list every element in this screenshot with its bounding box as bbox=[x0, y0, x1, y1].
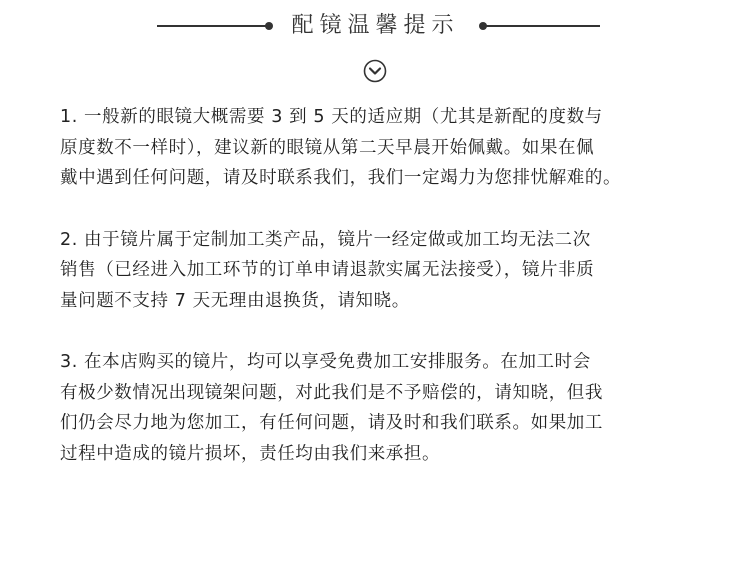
notes-list bbox=[60, 102, 740, 500]
header-divider-right bbox=[482, 25, 600, 27]
note-item: 3. 在本店购买的镜片，均可以享受免费加工安排服务。在加工时会 有极少数情况出现镜架问题，对此我们是不予赔偿的，请知晓，但我 们仍会尽力地为您加工，有任何问题，请及时和我们联系。如果加工 过程中造成的镜片损坏，责任均由我们来承担。 bbox=[60, 352, 603, 464]
chevron-down-circle-icon bbox=[363, 59, 387, 83]
page-title: 配镜温馨提示 bbox=[291, 13, 460, 38]
header-divider-left bbox=[157, 25, 267, 27]
header bbox=[0, 10, 750, 42]
note-item: 2. 由于镜片属于定制加工类产品，镜片一经定做或加工均无法二次 销售（已经进入加工环节的订单申请退款实属无法接受），镜片非质 量问题不支持 7 天无理由退换货，请知晓。 bbox=[60, 229, 595, 311]
header-dot-left bbox=[265, 22, 273, 30]
note-item: 1. 一般新的眼镜大概需要 3 到 5 天的适应期（尤其是新配的度数与 原度数不一样时），建议新的眼镜从第二天早晨开始佩戴。如果在佩 戴中遇到任何问题，请及时联系我们，我们一定竭力为您排忧解难的。 bbox=[60, 107, 622, 188]
